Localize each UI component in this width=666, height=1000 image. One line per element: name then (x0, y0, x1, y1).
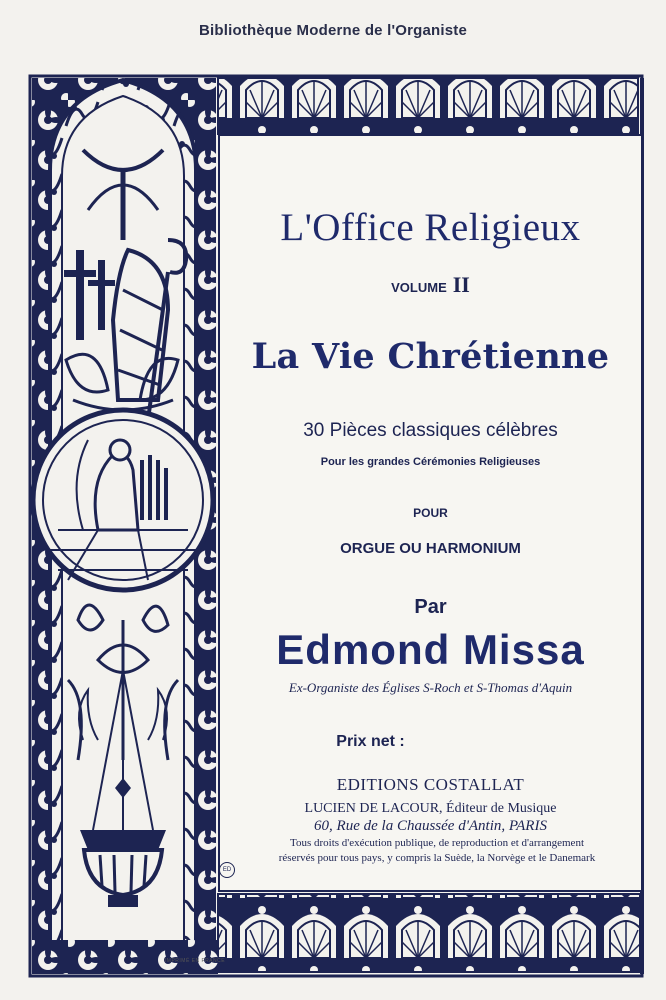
publisher-heading: EDITIONS COSTALLAT (336, 775, 525, 794)
composer-name: Edmond Missa (276, 626, 585, 673)
rights-notice-line2: réservés pour tous pays, y compris la Suède, la Norvège et le Danemark (278, 852, 596, 864)
pour-label: POUR (413, 506, 448, 520)
printed-in-label: IMPRIMÉ EN FRANCE (164, 958, 226, 964)
occasion-line: Pour les grandes Cérémonies Religieuses (320, 456, 541, 468)
series-title: Bibliothèque Moderne de l'Organiste (198, 22, 468, 39)
pieces-line: 30 Pièces classiques célèbres (303, 420, 558, 441)
publisher-address: 60, Rue de la Chaussée d'Antin, PARIS (314, 818, 547, 834)
price-line (218, 733, 643, 751)
price-label: Prix net : (336, 733, 405, 750)
volume-word: VOLUME (391, 280, 447, 295)
main-title: L'Office Religieux (280, 206, 581, 249)
par-label: Par (414, 596, 447, 618)
publisher-logo-icon: ED (219, 862, 235, 878)
volume-number: II (452, 272, 470, 297)
instrument-line: ORGUE OU HARMONIUM (340, 540, 521, 557)
volume-label (218, 272, 643, 298)
composer-note: Ex-Organiste des Églises S-Roch et S-Thomas d'Aquin (288, 680, 573, 695)
rights-notice-line1: Tous droits d'exécution publique, de reproduction et d'arrangement (290, 837, 584, 849)
subtitle: La Vie Chrétienne (251, 336, 610, 377)
publisher-name: LUCIEN DE LACOUR, Éditeur de Musique (304, 801, 557, 816)
